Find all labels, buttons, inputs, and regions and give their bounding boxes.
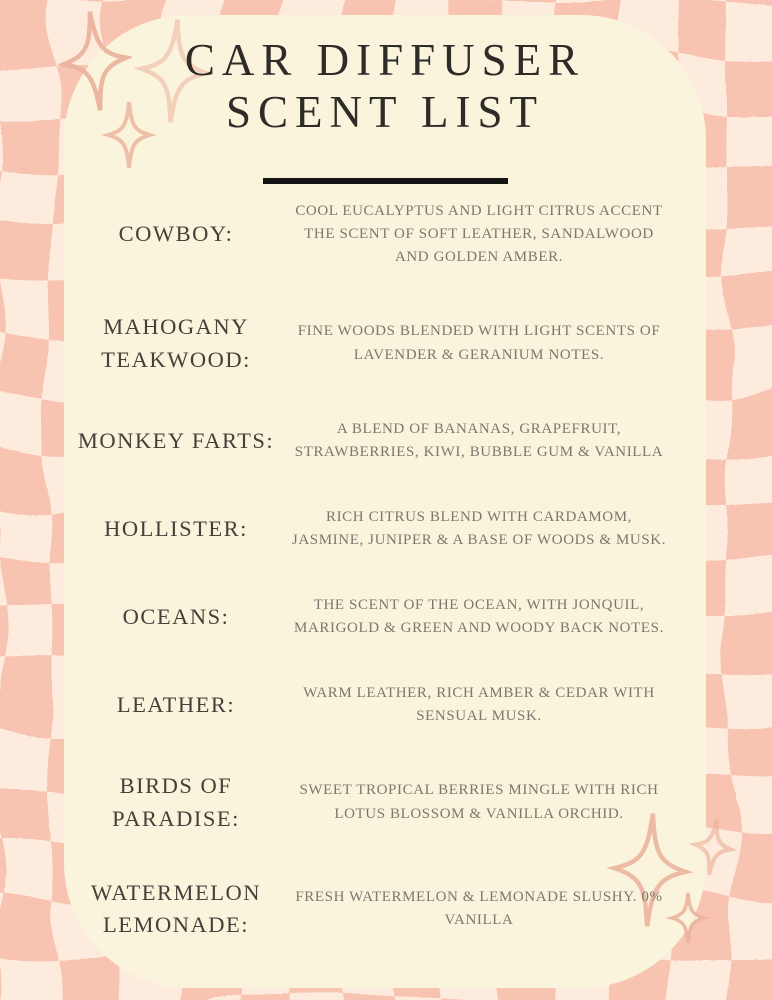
scent-row — [70, 682, 682, 729]
scent-row — [70, 594, 682, 641]
scent-name: BIRDS OF PARADISE: — [112, 772, 240, 831]
scent-name: MONKEY FARTS: — [77, 427, 275, 453]
scent-list-page — [64, 15, 706, 988]
scent-row — [70, 770, 682, 835]
scent-list — [64, 184, 706, 988]
page-title-line1: CAR DIFFUSER — [184, 35, 586, 85]
scent-name: LEATHER: — [116, 691, 236, 717]
scent-description: WARM LEATHER, RICH AMBER & CEDAR WITH SENSUAL MUSK. — [303, 684, 655, 725]
scent-description: SWEET TROPICAL BERRIES MINGLE WITH RICH LOTUS BLOSSOM & VANILLA ORCHID. — [299, 782, 659, 822]
scent-row — [70, 418, 682, 465]
scent-description: FINE WOODS BLENDED WITH LIGHT SCENTS OF LAVENDER & GERANIUM NOTES. — [297, 323, 661, 363]
page-title-line2: SCENT LIST — [226, 86, 544, 137]
scent-name: COWBOY: — [118, 221, 234, 247]
scent-name: HOLLISTER: — [104, 515, 248, 541]
scent-description: COOL EUCALYPTUS AND LIGHT CITRUS ACCENT THE SCENT OF SOFT LEATHER, SANDALWOOD AND GOLDEN AMBER. — [295, 202, 663, 266]
scent-description: A BLEND OF BANANAS, GRAPEFRUIT, STRAWBERRIES, KIWI, BUBBLE GUM & VANILLA — [294, 420, 664, 460]
page-title — [64, 35, 706, 139]
scent-row — [70, 506, 682, 553]
scent-description: THE SCENT OF THE OCEAN, WITH JONQUIL, MARIGOLD & GREEN AND WOODY BACK NOTES. — [294, 596, 664, 637]
scent-description: RICH CITRUS BLEND WITH CARDAMOM, JASMINE, JUNIPER & A BASE OF WOODS & MUSK. — [291, 508, 667, 549]
scent-name: OCEANS: — [122, 603, 230, 629]
scent-name: WATERMELON LEMONADE: — [91, 879, 261, 938]
scent-row — [70, 877, 682, 942]
scent-description: FRESH WATERMELON & LEMONADE SLUSHY. 0% VANILLA — [295, 889, 663, 929]
scent-row — [70, 200, 682, 270]
scent-name: MAHOGANY TEAKWOOD: — [101, 313, 251, 372]
scent-row — [70, 311, 682, 376]
